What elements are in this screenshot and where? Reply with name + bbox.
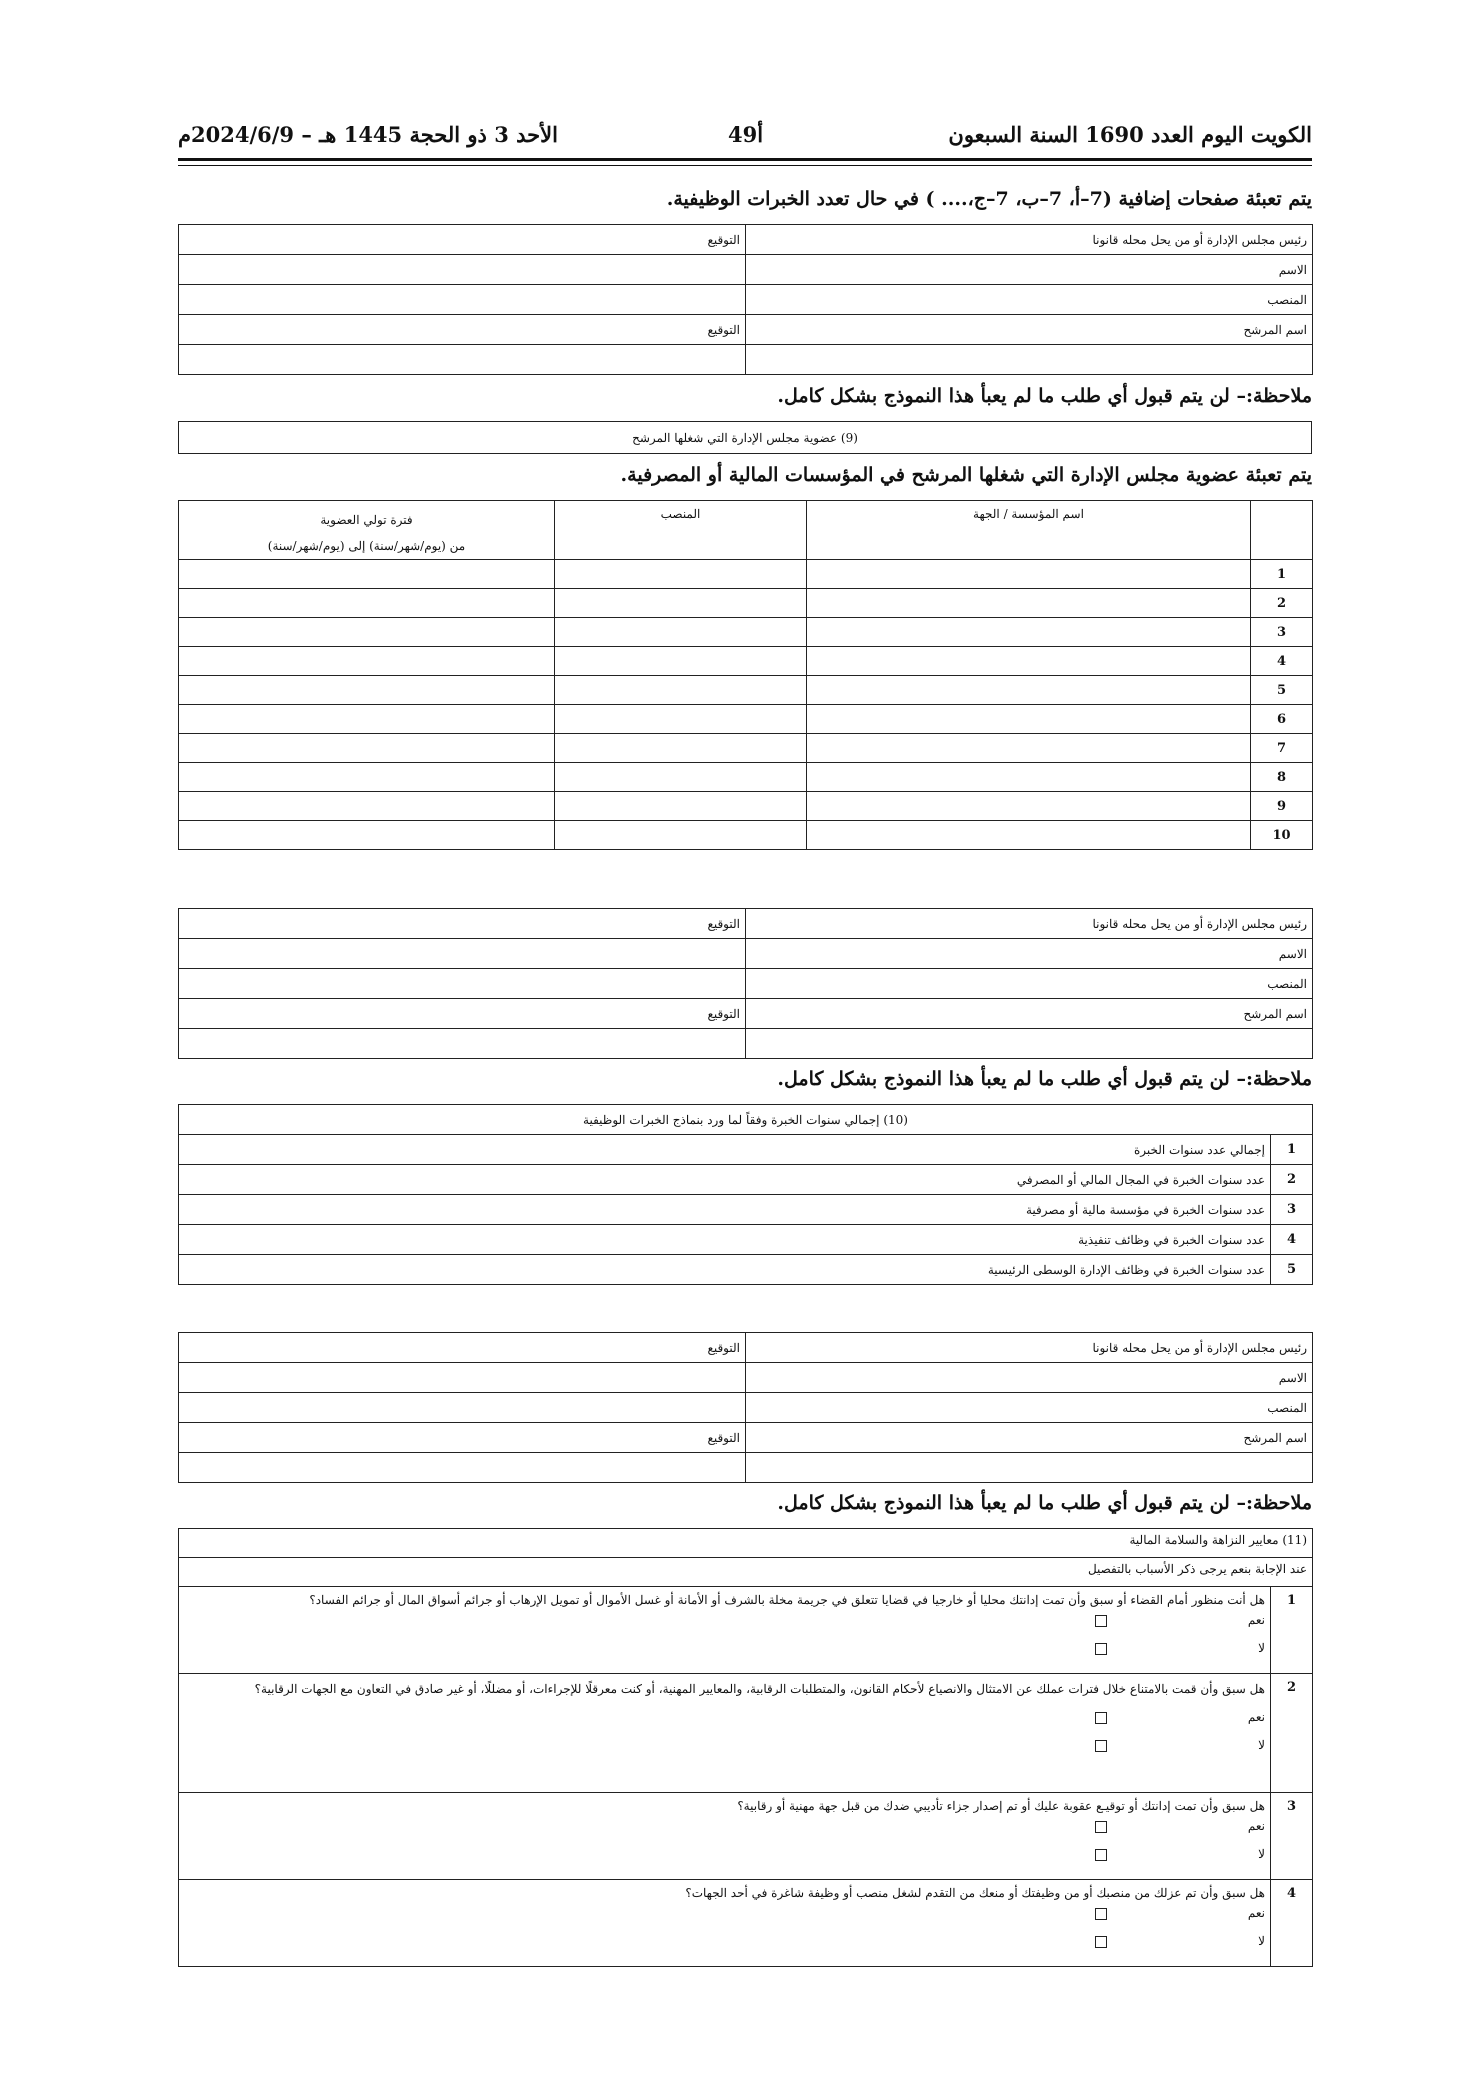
row-number: 5: [1251, 676, 1313, 705]
position-cell[interactable]: [555, 792, 807, 821]
signature-label: التوقيع: [179, 315, 746, 345]
question-number: 4: [1271, 1880, 1313, 1967]
question-number: 3: [1271, 1793, 1313, 1880]
header-page-number: 49أ: [728, 122, 764, 147]
header-issue: الكويت اليوم العدد 1690 السنة السبعون: [948, 122, 1312, 147]
position-cell[interactable]: [555, 647, 807, 676]
signature-label: التوقيع: [179, 909, 746, 939]
col-period-sub: من (يوم/شهر/سنة) إلى (يوم/شهر/سنة): [267, 539, 466, 553]
signature-cell[interactable]: [179, 285, 746, 315]
yes-label: نعم: [1247, 1819, 1265, 1833]
name-label: الاسم: [746, 1363, 1313, 1393]
chair-label: رئيس مجلس الإدارة أو من يحل محله قانونا: [746, 225, 1313, 255]
signature-cell[interactable]: [179, 969, 746, 999]
position-label: المنصب: [746, 969, 1313, 999]
signature-label: التوقيع: [179, 225, 746, 255]
period-cell[interactable]: [179, 792, 555, 821]
institution-cell[interactable]: [807, 705, 1251, 734]
page-header: [178, 122, 1312, 152]
question-text: هل أنت منظور أمام القضاء أو سبق وأن تمت إدانتك محليا أو خارجيا في قضايا تتعلق في جريمة مخلة بالشرف أو الأمانة أو غسل الأموال أو تمويل الإرهاب أو جرائم أسواق المال أو جرائم الفساد؟: [309, 1593, 1265, 1607]
period-cell[interactable]: [179, 763, 555, 792]
signature-cell[interactable]: [179, 255, 746, 285]
row-number: 6: [1251, 705, 1313, 734]
row-number: 7: [1251, 734, 1313, 763]
option-yes: [184, 1813, 1265, 1841]
option-no: [184, 1841, 1265, 1869]
signature-cell[interactable]: [179, 939, 746, 969]
signature-label: التوقيع: [179, 1333, 746, 1363]
col-period-label: فترة تولي العضوية: [320, 513, 413, 527]
institution-cell[interactable]: [807, 589, 1251, 618]
header-rule: [178, 158, 1312, 161]
institution-cell[interactable]: [807, 734, 1251, 763]
col-institution: اسم المؤسسة / الجهة: [807, 501, 1251, 560]
no-label: لا: [1258, 1738, 1265, 1752]
item-number: 3: [1271, 1195, 1313, 1225]
institution-cell[interactable]: [807, 821, 1251, 850]
item-number: 5: [1271, 1255, 1313, 1285]
signature-cell[interactable]: [179, 1363, 746, 1393]
signature-label: التوقيع: [179, 999, 746, 1029]
option-no: [184, 1635, 1265, 1663]
position-cell[interactable]: [555, 821, 807, 850]
institution-cell[interactable]: [807, 792, 1251, 821]
section9-title: (9) عضوية مجلس الإدارة التي شغلها المرشح: [179, 422, 1312, 454]
position-cell[interactable]: [555, 676, 807, 705]
question-text: هل سبق وأن قمت بالامتناع خلال فترات عملك عن الامتثال والانصياع لأحكام القانون، والمتطلبات الرقابية، والمعايير المهنية، أو كنت معرقلًا للإجراءات، أو مضللًا، أو غير صادق في التعاون مع الجهات الرقابية؟: [254, 1682, 1265, 1696]
period-cell[interactable]: [179, 705, 555, 734]
no-checkbox[interactable]: [1095, 1643, 1107, 1655]
signature-cell[interactable]: [746, 1029, 1313, 1059]
section11-title: (11) معايير النزاهة والسلامة المالية: [179, 1529, 1313, 1558]
signature-cell[interactable]: [179, 1393, 746, 1423]
option-yes: [184, 1704, 1265, 1732]
item-text: عدد سنوات الخبرة في المجال المالي أو المصرفي: [179, 1165, 1271, 1195]
item-number: 2: [1271, 1165, 1313, 1195]
section9-title-table: [178, 421, 1312, 454]
question: [179, 1880, 1271, 1967]
period-cell[interactable]: [179, 560, 555, 589]
item-text: عدد سنوات الخبرة في وظائف الإدارة الوسطى الرئيسية: [179, 1255, 1271, 1285]
institution-cell[interactable]: [807, 618, 1251, 647]
signature-table: [178, 1332, 1313, 1483]
option-yes: [184, 1900, 1265, 1928]
yes-label: نعم: [1247, 1906, 1265, 1920]
signature-cell[interactable]: [746, 1453, 1313, 1483]
no-checkbox[interactable]: [1095, 1740, 1107, 1752]
no-label: لا: [1258, 1847, 1265, 1861]
signature-cell[interactable]: [179, 345, 746, 375]
period-cell[interactable]: [179, 647, 555, 676]
period-cell[interactable]: [179, 589, 555, 618]
yes-label: نعم: [1247, 1613, 1265, 1627]
yes-checkbox[interactable]: [1095, 1821, 1107, 1833]
row-number: 10: [1251, 821, 1313, 850]
item-number: 4: [1271, 1225, 1313, 1255]
yes-checkbox[interactable]: [1095, 1615, 1107, 1627]
no-label: لا: [1258, 1641, 1265, 1655]
candidate-label: اسم المرشح: [746, 1423, 1313, 1453]
intro-line: يتم تعبئة صفحات إضافية (7–أ، 7–ب، 7–ج،.... ) في حال تعدد الخبرات الوظيفية.: [666, 188, 1312, 210]
header-cell: [1251, 501, 1313, 560]
question: [179, 1674, 1271, 1793]
signature-label: التوقيع: [179, 1423, 746, 1453]
institution-cell[interactable]: [807, 763, 1251, 792]
position-cell[interactable]: [555, 589, 807, 618]
signature-table: [178, 224, 1313, 375]
board-membership-table: [178, 500, 1313, 850]
note: ملاحظة:– لن يتم قبول أي طلب ما لم يعبأ هذا النموذج بشكل كامل.: [777, 1492, 1312, 1514]
period-cell[interactable]: [179, 676, 555, 705]
candidate-label: اسم المرشح: [746, 999, 1313, 1029]
no-label: لا: [1258, 1934, 1265, 1948]
option-no: [184, 1928, 1265, 1956]
name-label: الاسم: [746, 939, 1313, 969]
note: ملاحظة:– لن يتم قبول أي طلب ما لم يعبأ هذا النموذج بشكل كامل.: [777, 1068, 1312, 1090]
yes-checkbox[interactable]: [1095, 1712, 1107, 1724]
question-text: هل سبق وأن تمت إدانتك أو توقيـع عقوبة عليك أو تم إصدار جزاء تأديبي ضدك من قبل جهة مهنية أو رقابية؟: [737, 1799, 1265, 1813]
header-date: الأحد 3 ذو الحجة 1445 هـ – 2024/6/9م: [178, 122, 558, 147]
header-rule-thin: [178, 165, 1312, 166]
no-checkbox[interactable]: [1095, 1936, 1107, 1948]
institution-cell[interactable]: [807, 676, 1251, 705]
item-number: 1: [1271, 1135, 1313, 1165]
col-period: [179, 501, 555, 560]
signature-cell[interactable]: [746, 345, 1313, 375]
item-text: إجمالي عدد سنوات الخبرة: [179, 1135, 1271, 1165]
institution-cell[interactable]: [807, 560, 1251, 589]
signature-table: [178, 908, 1313, 1059]
note: ملاحظة:– لن يتم قبول أي طلب ما لم يعبأ هذا النموذج بشكل كامل.: [777, 385, 1312, 407]
yes-label: نعم: [1247, 1710, 1265, 1724]
row-number: 9: [1251, 792, 1313, 821]
question: [179, 1587, 1271, 1674]
row-number: 8: [1251, 763, 1313, 792]
position-cell[interactable]: [555, 734, 807, 763]
experience-years-table: [178, 1104, 1313, 1285]
institution-cell[interactable]: [807, 647, 1251, 676]
period-cell[interactable]: [179, 821, 555, 850]
question-number: 1: [1271, 1587, 1313, 1674]
period-cell[interactable]: [179, 618, 555, 647]
row-number: 4: [1251, 647, 1313, 676]
row-number: 3: [1251, 618, 1313, 647]
section10-title: (10) إجمالي سنوات الخبرة وفقاً لما ورد بنماذج الخبرات الوظيفية: [179, 1105, 1313, 1135]
col-position: المنصب: [555, 501, 807, 560]
period-cell[interactable]: [179, 734, 555, 763]
position-label: المنصب: [746, 285, 1313, 315]
option-no: [184, 1732, 1265, 1760]
signature-cell[interactable]: [179, 1453, 746, 1483]
row-number: 2: [1251, 589, 1313, 618]
candidate-label: اسم المرشح: [746, 315, 1313, 345]
row-number: 1: [1251, 560, 1313, 589]
position-cell[interactable]: [555, 763, 807, 792]
option-yes: [184, 1607, 1265, 1635]
item-text: عدد سنوات الخبرة في مؤسسة مالية أو مصرفية: [179, 1195, 1271, 1225]
chair-label: رئيس مجلس الإدارة أو من يحل محله قانونا: [746, 909, 1313, 939]
section9-instruction: يتم تعبئة عضوية مجلس الإدارة التي شغلها المرشح في المؤسسات المالية أو المصرفية.: [620, 464, 1312, 486]
no-checkbox[interactable]: [1095, 1849, 1107, 1861]
item-text: عدد سنوات الخبرة في وظائف تنفيذية: [179, 1225, 1271, 1255]
position-cell[interactable]: [555, 618, 807, 647]
yes-checkbox[interactable]: [1095, 1908, 1107, 1920]
position-cell[interactable]: [555, 705, 807, 734]
question: [179, 1793, 1271, 1880]
name-label: الاسم: [746, 255, 1313, 285]
integrity-criteria-table: [178, 1528, 1313, 1967]
chair-label: رئيس مجلس الإدارة أو من يحل محله قانونا: [746, 1333, 1313, 1363]
position-cell[interactable]: [555, 560, 807, 589]
signature-cell[interactable]: [179, 1029, 746, 1059]
question-number: 2: [1271, 1674, 1313, 1793]
question-text: هل سبق وأن تم عزلك من منصبك أو من وظيفتك أو منعك من التقدم لشغل منصب أو وظيفة شاغرة في أحد الجهات؟: [685, 1886, 1265, 1900]
position-label: المنصب: [746, 1393, 1313, 1423]
section11-subtitle: عند الإجابة بنعم يرجى ذكر الأسباب بالتفصيل: [179, 1558, 1313, 1587]
